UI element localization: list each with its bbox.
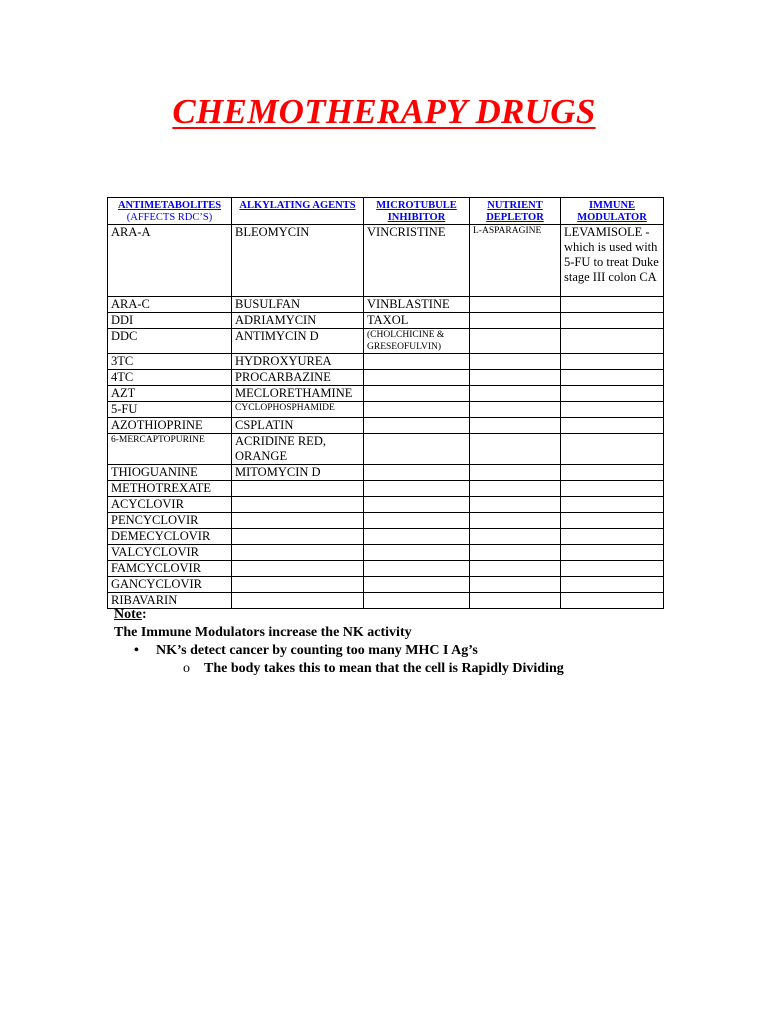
table-cell	[364, 465, 470, 481]
table-cell: HYDROXYUREA	[232, 354, 364, 370]
table-cell	[561, 354, 664, 370]
table-cell: BLEOMYCIN	[232, 225, 364, 297]
header-immune-modulator	[561, 198, 664, 225]
table-cell	[470, 465, 561, 481]
header-alkylating-agents	[232, 198, 364, 225]
header-antimetabolites-sublabel: (AFFECTS RDC’S)	[126, 212, 213, 223]
table-cell: DDI	[108, 313, 232, 329]
table-row	[108, 297, 664, 313]
table-cell	[470, 497, 561, 513]
table-cell	[561, 386, 664, 402]
table-cell	[561, 434, 664, 465]
table-cell	[364, 497, 470, 513]
table-cell	[232, 577, 364, 593]
table-cell: AZT	[108, 386, 232, 402]
table-cell	[364, 402, 470, 418]
table-cell: CSPLATIN	[232, 418, 364, 434]
bullet-item	[114, 642, 734, 660]
table-cell: MITOMYCIN D	[232, 465, 364, 481]
table-cell	[561, 465, 664, 481]
table-cell	[232, 481, 364, 497]
sub-bullet-text: The body takes this to mean that the cell is Rapidly Dividing	[204, 661, 564, 676]
table-cell: DEMECYCLOVIR	[108, 529, 232, 545]
table-cell	[561, 297, 664, 313]
table-cell: LEVAMISOLE -which is used with 5-FU to treat Duke stage III colon CA	[561, 225, 664, 297]
table-cell	[232, 545, 364, 561]
note-heading	[114, 606, 734, 624]
table-cell	[470, 370, 561, 386]
table-row	[108, 513, 664, 529]
table-row	[108, 465, 664, 481]
table-cell	[470, 577, 561, 593]
table-cell: ARA-C	[108, 297, 232, 313]
table-row	[108, 434, 664, 465]
table-cell	[561, 529, 664, 545]
table-row	[108, 370, 664, 386]
table-cell	[470, 434, 561, 465]
table-cell	[561, 329, 664, 354]
header-antimetabolites-label: ANTIMETABOLITES	[117, 200, 222, 211]
table-cell: VALCYCLOVIR	[108, 545, 232, 561]
table-cell: 4TC	[108, 370, 232, 386]
table-row	[108, 497, 664, 513]
table-cell	[364, 513, 470, 529]
table-cell	[364, 434, 470, 465]
table-cell: ACRIDINE RED, ORANGE	[232, 434, 364, 465]
table-cell	[364, 529, 470, 545]
bullet-icon: •	[134, 643, 139, 658]
table-cell	[470, 418, 561, 434]
table-cell	[561, 561, 664, 577]
table-cell	[364, 370, 470, 386]
table-cell: VINCRISTINE	[364, 225, 470, 297]
table-cell	[561, 577, 664, 593]
table-cell	[470, 297, 561, 313]
table-cell: RIBAVARIN	[108, 593, 232, 609]
header-microtubule-inhibitor-label: MICROTUBULE INHIBITOR	[376, 200, 457, 223]
table-cell	[364, 418, 470, 434]
table-cell	[470, 354, 561, 370]
note-line: The Immune Modulators increase the NK activity	[114, 625, 412, 640]
table-cell: L-ASPARAGINE	[470, 225, 561, 297]
table-row	[108, 481, 664, 497]
table-row	[108, 386, 664, 402]
table-cell: 5-FU	[108, 402, 232, 418]
table-row	[108, 418, 664, 434]
table-cell	[364, 481, 470, 497]
table-cell	[470, 561, 561, 577]
note-section	[114, 606, 734, 678]
chemotherapy-drugs-table	[107, 197, 664, 609]
table-cell	[470, 313, 561, 329]
table-cell	[470, 481, 561, 497]
table-cell	[470, 386, 561, 402]
note-colon: :	[142, 607, 147, 622]
table-row	[108, 529, 664, 545]
header-nutrient-depletor-label: NUTRIENT DEPLETOR	[486, 200, 544, 223]
table-cell: THIOGUANINE	[108, 465, 232, 481]
table-cell	[561, 497, 664, 513]
table-row	[108, 225, 664, 297]
table-cell	[232, 529, 364, 545]
table-cell: ANTIMYCIN D	[232, 329, 364, 354]
table-cell	[232, 561, 364, 577]
table-cell: BUSULFAN	[232, 297, 364, 313]
table-row	[108, 577, 664, 593]
table-row	[108, 402, 664, 418]
table-cell: AZOTHIOPRINE	[108, 418, 232, 434]
sub-bullet-item	[114, 660, 734, 678]
table-cell	[470, 529, 561, 545]
table-cell: ADRIAMYCIN	[232, 313, 364, 329]
table-cell: ARA-A	[108, 225, 232, 297]
sub-bullet-icon: o	[183, 661, 190, 676]
table-cell	[364, 354, 470, 370]
table-cell	[561, 313, 664, 329]
page-title: CHEMOTHERAPY DRUGS	[172, 92, 596, 131]
table-row	[108, 313, 664, 329]
header-nutrient-depletor	[470, 198, 561, 225]
table-cell	[561, 402, 664, 418]
table-cell	[470, 545, 561, 561]
table-cell: (CHOLCHICINE & GRESEOFULVIN)	[364, 329, 470, 354]
table-cell: 3TC	[108, 354, 232, 370]
table-row	[108, 329, 664, 354]
table-cell	[561, 370, 664, 386]
table-cell	[364, 386, 470, 402]
table-cell	[232, 497, 364, 513]
header-antimetabolites	[108, 198, 232, 225]
table-cell: CYCLOPHOSPHAMIDE	[232, 402, 364, 418]
table-cell	[364, 545, 470, 561]
table-cell: 6-MERCAPTOPURINE	[108, 434, 232, 465]
table-cell: METHOTREXATE	[108, 481, 232, 497]
table-cell: DDC	[108, 329, 232, 354]
note-label: Note	[114, 607, 142, 622]
table-cell	[561, 481, 664, 497]
table-cell: PROCARBAZINE	[232, 370, 364, 386]
table-cell	[470, 329, 561, 354]
table-cell	[561, 513, 664, 529]
table-row	[108, 561, 664, 577]
table-row	[108, 545, 664, 561]
table-cell	[561, 418, 664, 434]
header-microtubule-inhibitor	[364, 198, 470, 225]
table-cell: FAMCYCLOVIR	[108, 561, 232, 577]
table-cell	[470, 402, 561, 418]
table-cell	[364, 577, 470, 593]
table-cell	[470, 513, 561, 529]
table-cell: PENCYCLOVIR	[108, 513, 232, 529]
bullet-text: NK’s detect cancer by counting too many MHC I Ag’s	[156, 643, 478, 658]
table-header-row	[108, 198, 664, 225]
table-cell: GANCYCLOVIR	[108, 577, 232, 593]
table-cell: VINBLASTINE	[364, 297, 470, 313]
header-alkylating-agents-label: ALKYLATING AGENTS	[239, 200, 356, 211]
table-cell: ACYCLOVIR	[108, 497, 232, 513]
table-cell	[561, 545, 664, 561]
table-cell: MECLORETHAMINE	[232, 386, 364, 402]
header-immune-modulator-label: IMMUNE MODULATOR	[577, 200, 647, 223]
table-cell	[364, 561, 470, 577]
table-cell: TAXOL	[364, 313, 470, 329]
table-cell	[232, 513, 364, 529]
table-row	[108, 354, 664, 370]
